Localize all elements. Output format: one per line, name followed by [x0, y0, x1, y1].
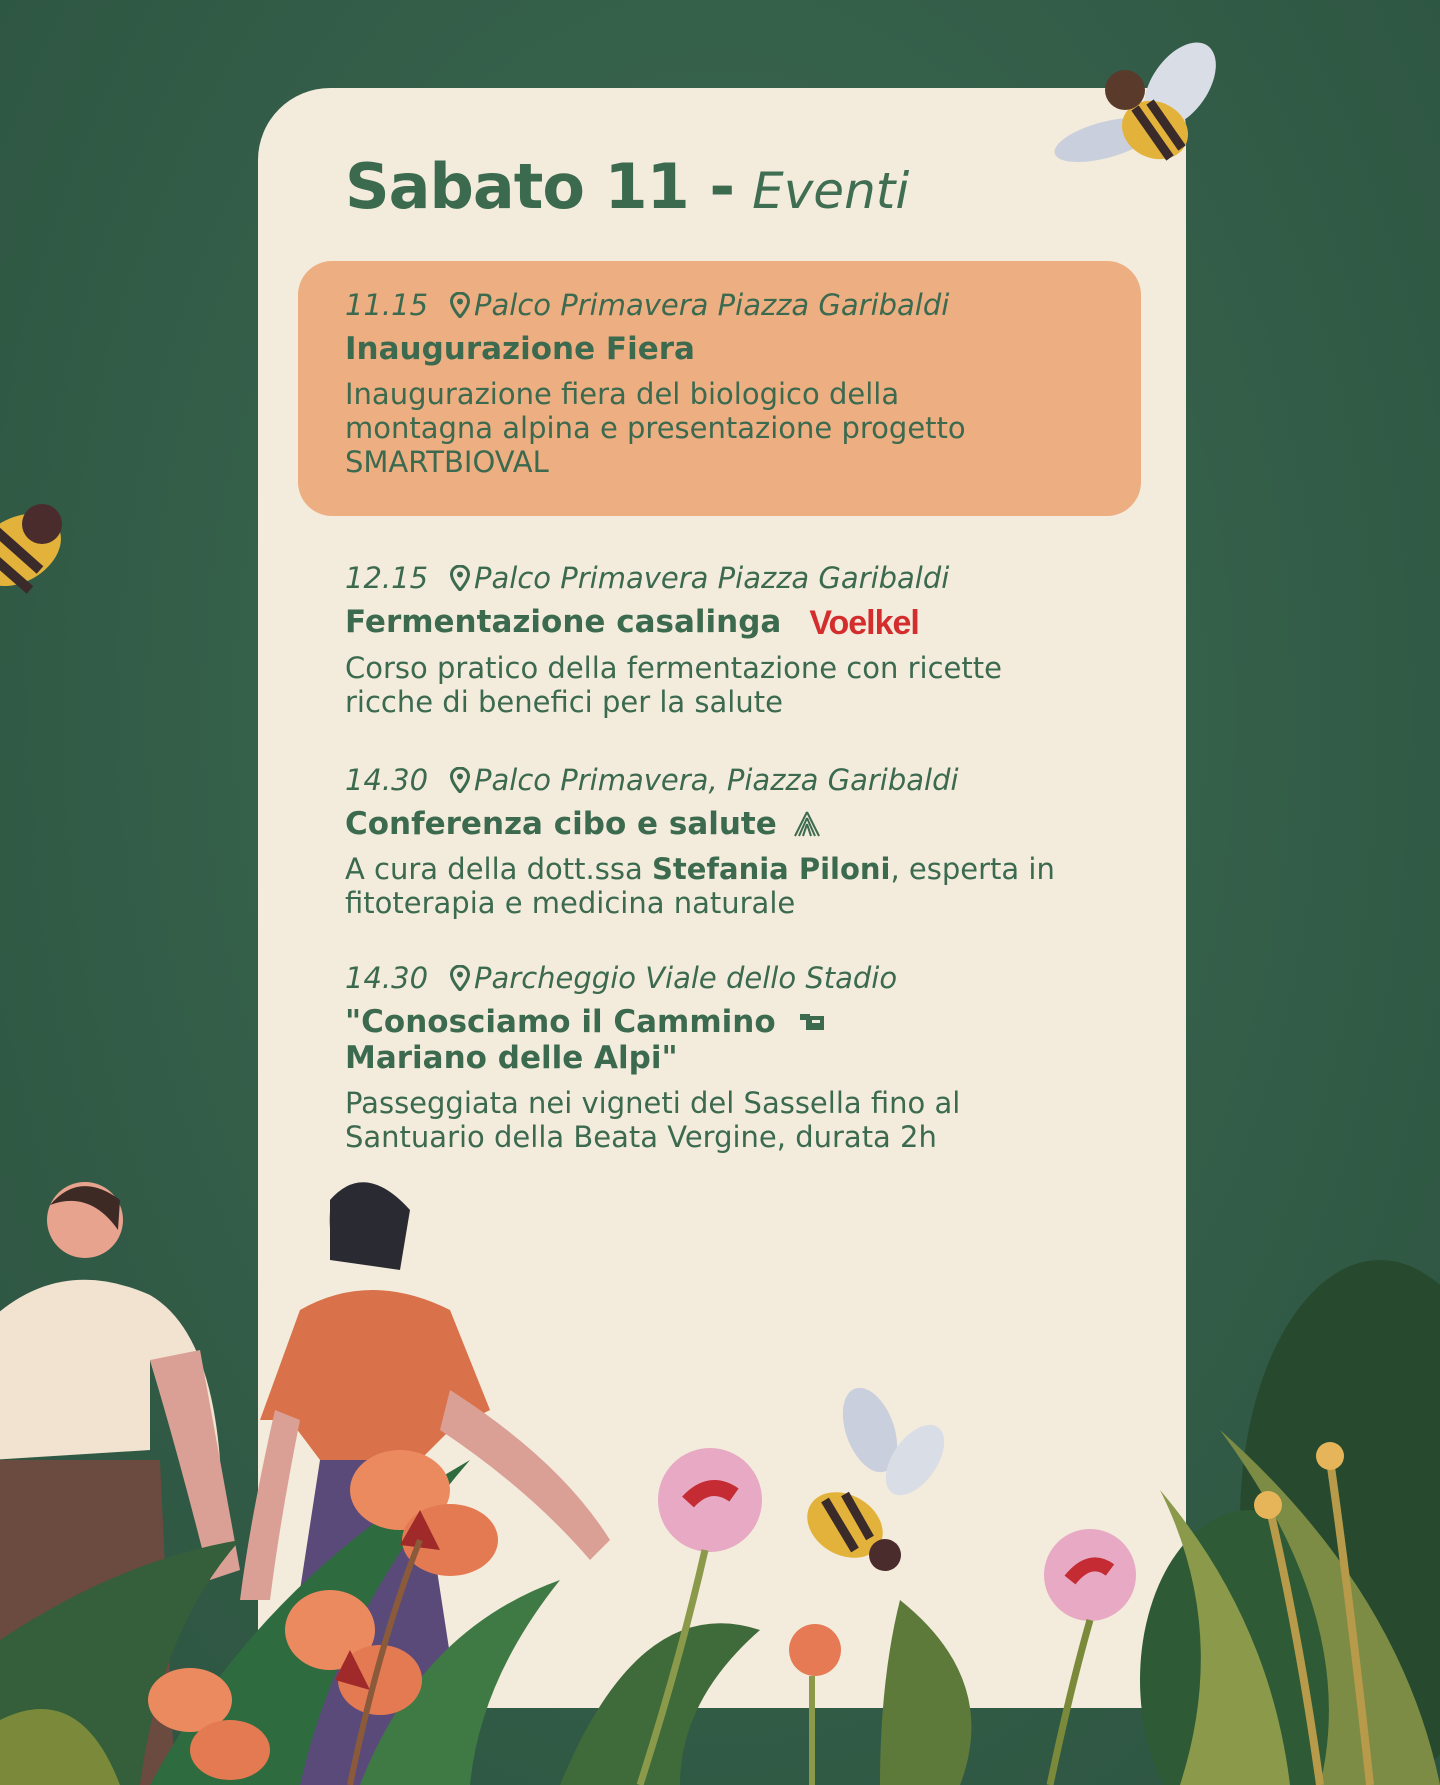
event-title-line: Mariano delle Alpi": [345, 1040, 678, 1076]
event-time: 11.15: [345, 288, 429, 322]
event-item: [345, 960, 1055, 1154]
event-title: Inaugurazione Fiera: [345, 331, 695, 367]
event-location: Palco Primavera Piazza Garibaldi: [474, 288, 950, 322]
event-title: Conferenza cibo e salute: [345, 806, 777, 842]
location-pin-icon: [450, 965, 470, 991]
triangle-logo-icon: [793, 810, 821, 838]
event-time: 14.30: [345, 961, 429, 995]
people-and-flowers-illustration: [0, 1160, 1440, 1785]
event-time: 12.15: [345, 561, 429, 595]
event-time: 14.30: [345, 763, 429, 797]
event-item: [345, 287, 1025, 479]
location-pin-icon: [450, 767, 470, 793]
event-item: [345, 560, 1045, 719]
event-description: Corso pratico della fermentazione con ricette ricche di benefici per la salute: [345, 651, 1002, 719]
event-location: Parcheggio Viale dello Stadio: [474, 961, 898, 995]
event-location: Palco Primavera, Piazza Garibaldi: [474, 763, 959, 797]
event-meta: [345, 560, 1045, 596]
bee-illustration: [0, 490, 70, 610]
event-description: Passeggiata nei vigneti del Sassella fino al Santuario della Beata Vergine, durata 2h: [345, 1086, 961, 1154]
location-pin-icon: [450, 292, 470, 318]
bee-illustration: [1050, 30, 1250, 180]
location-pin-icon: [450, 565, 470, 591]
event-title-row: [345, 806, 1105, 842]
desc-text: , esperta in fitoterapia e medicina naturale: [345, 852, 1055, 920]
sponsor-logo: Voelkel: [809, 604, 919, 642]
event-description: Inaugurazione fiera del biologico della montagna alpina e presentazione progetto SMARTBIOVAL: [345, 377, 966, 479]
page-title: [345, 150, 909, 223]
event-title-line: "Conosciamo il Cammino: [345, 1004, 776, 1040]
event-item: [345, 762, 1105, 920]
event-meta: [345, 762, 1105, 798]
event-meta: [345, 287, 1025, 323]
event-title: Fermentazione casalinga: [345, 604, 782, 640]
title-day: Sabato 11 -: [345, 150, 735, 223]
event-title-row: [345, 1004, 1055, 1076]
event-title-row: [345, 604, 1045, 641]
event-location: Palco Primavera Piazza Garibaldi: [474, 561, 950, 595]
path-sign-icon: [798, 1010, 828, 1036]
event-meta: [345, 960, 1055, 996]
desc-text: A cura della dott.ssa: [345, 852, 652, 886]
speaker-name: Stefania Piloni: [651, 852, 891, 886]
title-subtitle: Eventi: [752, 162, 910, 220]
event-description: [345, 852, 1105, 920]
